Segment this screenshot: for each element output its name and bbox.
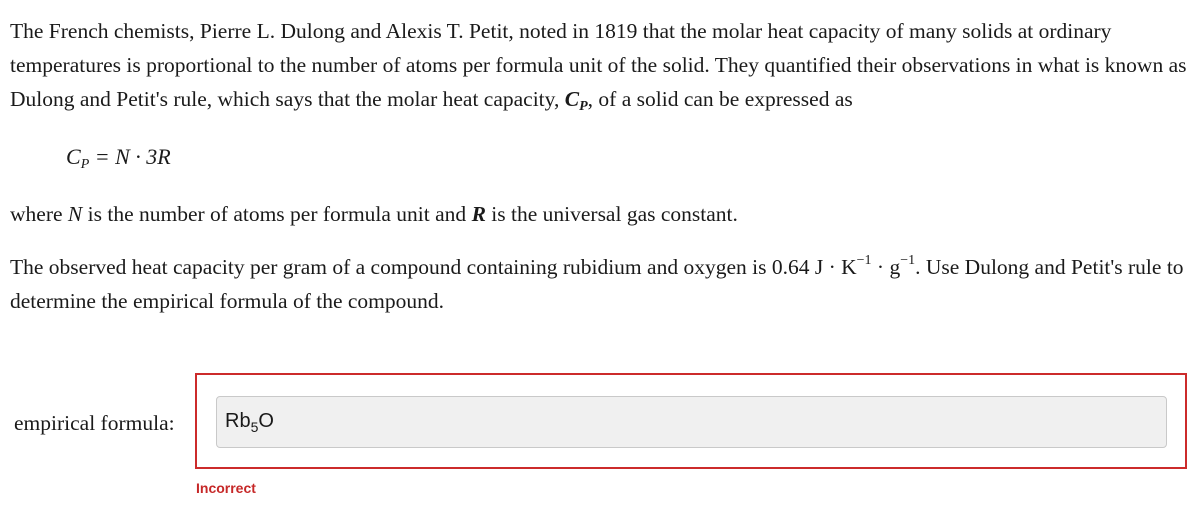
where-paragraph: where N is the number of atoms per formula unit and R is the universal gas constant. [10,202,738,226]
unit-exponent-k: −1 [856,253,872,268]
dulong-petit-formula [66,142,171,180]
answer-label: empirical formula: [14,411,175,435]
intro-paragraph [10,14,1190,124]
empirical-formula-input[interactable]: $Rb_5O$ [216,396,1167,448]
intro-tail: , of a solid can be expressed as [587,87,853,111]
formula-rhs: = N · 3R [94,144,171,169]
cp-symbol: $C_P$ [564,87,588,114]
variable-r: R [471,202,486,226]
feedback-incorrect: Incorrect [196,480,256,496]
question-paragraph: The observed heat capacity per gram of a compound containing rubidium and oxygen is 0.64 $J \cdot K^{-1} \cdot g^{-1}$. Use Dulong and Petit's rule to determine the empirical formula of the compound. [10,253,1184,313]
variable-n: N [67,202,83,226]
formula-lhs: $C_P$ [66,144,90,172]
unit-exponent-g: −1 [900,253,916,268]
intro-text: The French chemists, Pierre L. Dulong and Alexis T. Petit, noted in 1819 that the molar heat capacity of many solids at ordinary temperatures is proportional to the number of atoms per formula unit of the solid. They quantified their observations in what is known as Dulong and Petit's rule, which says that the molar heat capacity, [10,19,1187,111]
